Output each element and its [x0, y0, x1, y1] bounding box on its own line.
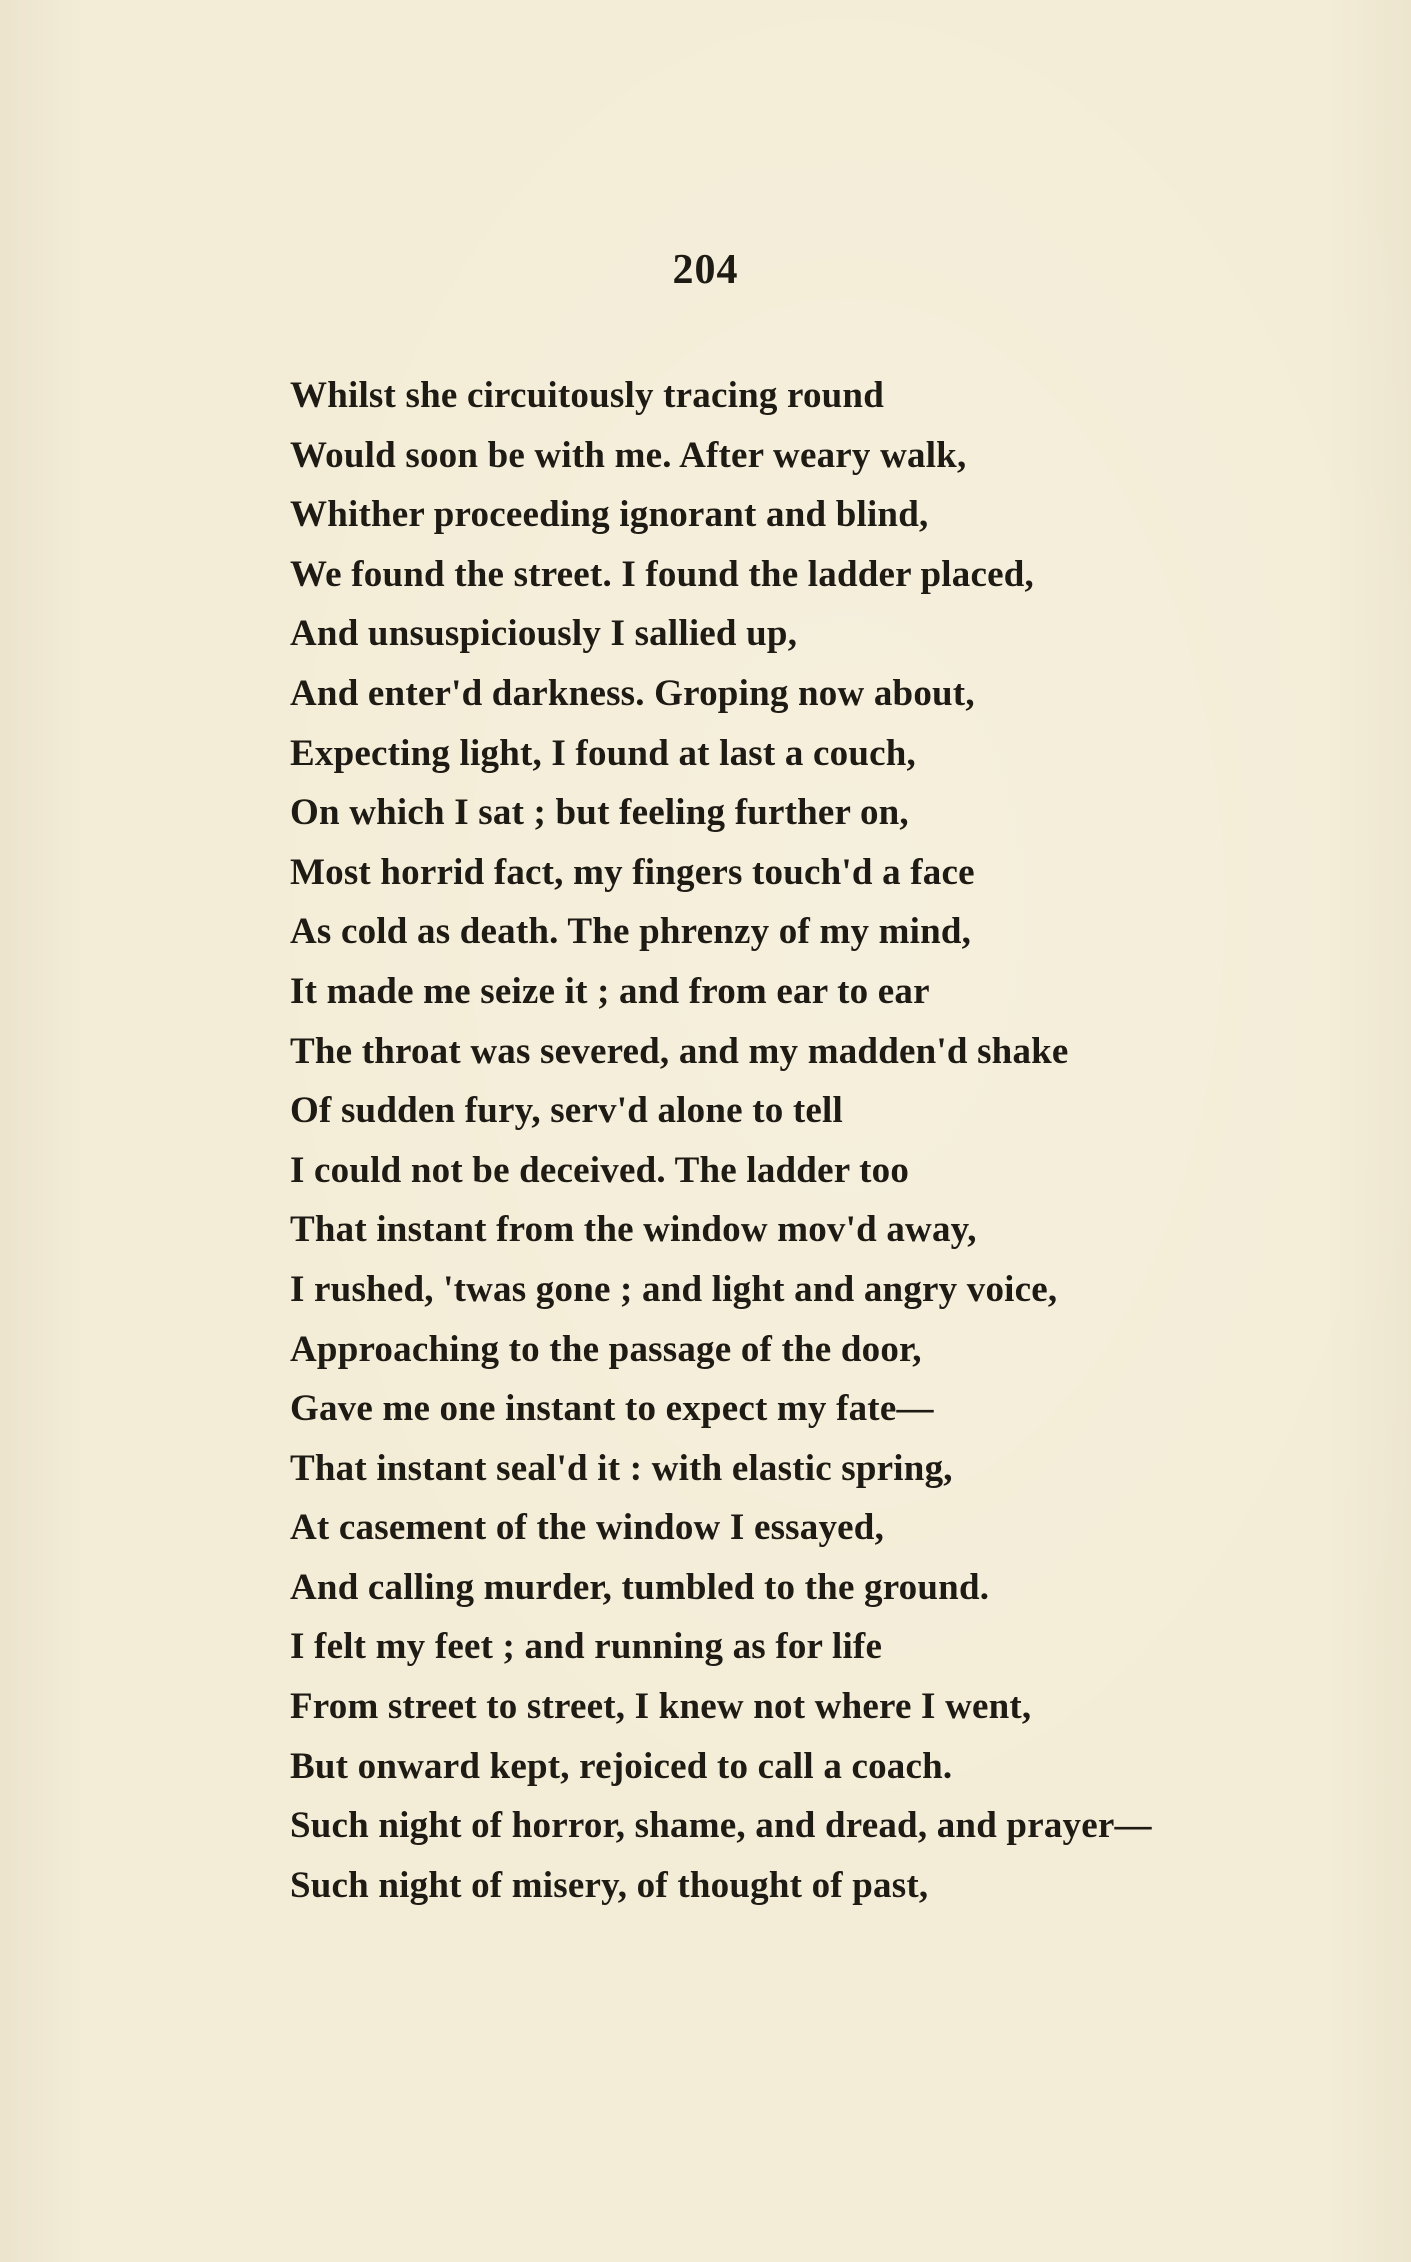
poem-line: On which I sat ; but feeling further on,: [290, 792, 909, 834]
poem-line: Most horrid fact, my fingers touch'd a face: [290, 851, 975, 893]
poem-line: And calling murder, tumbled to the ground.: [290, 1566, 990, 1608]
poem-line: It made me seize it ; and from ear to ear: [290, 970, 930, 1012]
poem-line: Approaching to the passage of the door,: [290, 1328, 922, 1370]
poem-line: Gave me one instant to expect my fate—: [290, 1388, 934, 1430]
poem-line: Such night of horror, shame, and dread, and prayer—: [290, 1805, 1152, 1847]
poem-line: Whilst she circuitously tracing round: [290, 375, 884, 416]
poem-line: At casement of the window I essayed,: [290, 1507, 885, 1549]
poem-line: As cold as death. The phrenzy of my mind,: [290, 911, 972, 953]
poem-line: That instant seal'd it : with elastic spring,: [290, 1447, 953, 1489]
poem-line: And unsuspiciously I sallied up,: [290, 613, 798, 655]
poem-text: [290, 366, 1350, 1915]
poem-line: Whither proceeding ignorant and blind,: [290, 494, 929, 536]
poem-line: Of sudden fury, serv'd alone to tell: [290, 1090, 843, 1132]
poem-line: But onward kept, rejoiced to call a coach.: [290, 1745, 953, 1787]
poem-line: The throat was severed, and my madden'd shake: [290, 1030, 1069, 1072]
poem-line: From street to street, I knew not where I went,: [290, 1686, 1032, 1728]
poem-line: We found the street. I found the ladder placed,: [290, 553, 1034, 595]
poem-line: I rushed, 'twas gone ; and light and angry voice,: [290, 1268, 1058, 1310]
poem-line: Would soon be with me. After weary walk,: [290, 434, 967, 476]
poem-line: That instant from the window mov'd away,: [290, 1209, 977, 1251]
poem-line: I felt my feet ; and running as for life: [290, 1626, 883, 1668]
poem-line: Such night of misery, of thought of past,: [290, 1864, 929, 1906]
page-number: 204: [672, 247, 739, 293]
poem-line: Expecting light, I found at last a couch,: [290, 732, 916, 774]
poem-line: And enter'd darkness. Groping now about,: [290, 672, 975, 714]
poem-line: I could not be deceived. The ladder too: [290, 1149, 910, 1191]
